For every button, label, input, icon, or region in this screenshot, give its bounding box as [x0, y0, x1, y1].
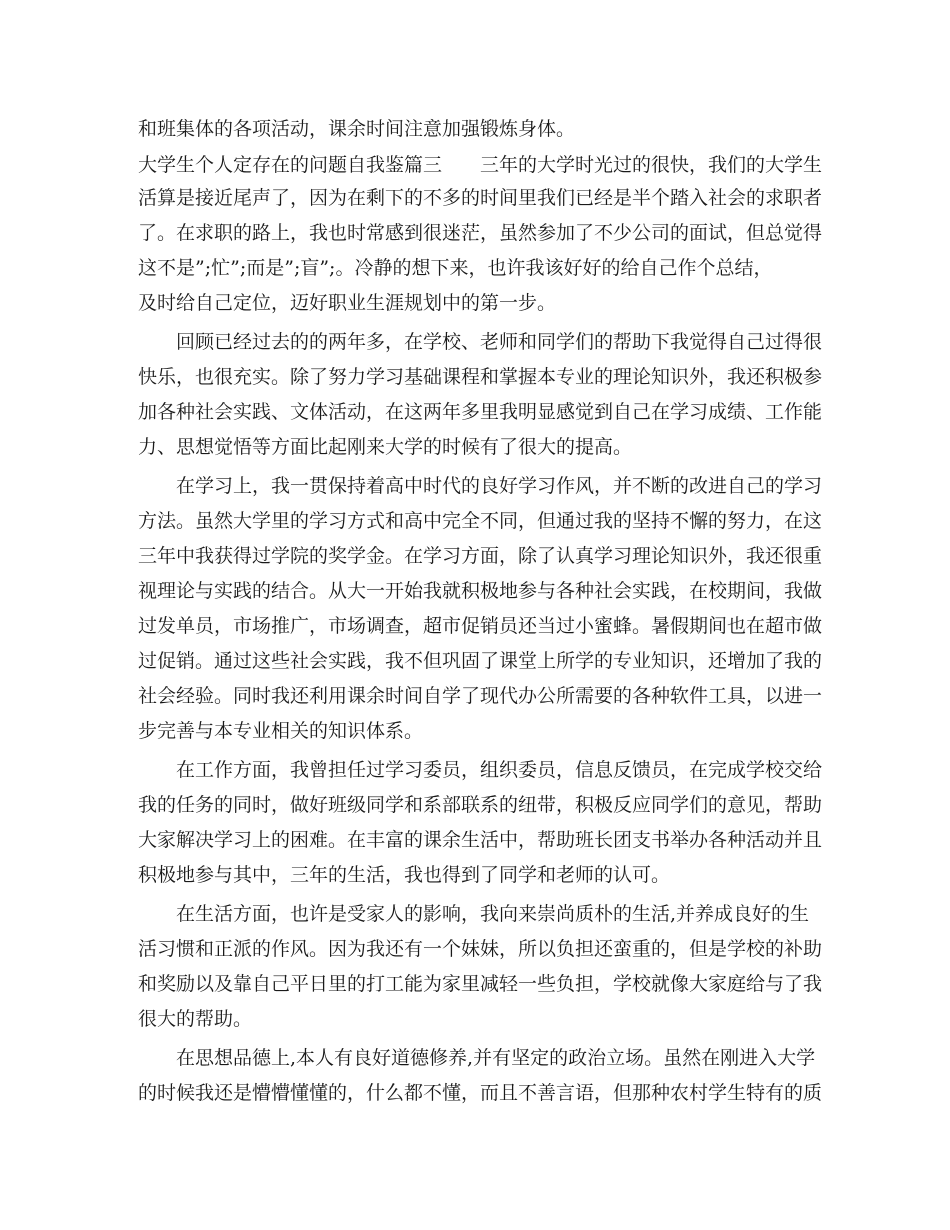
text-line: 的时候我还是懵懵懂懂的，什么都不懂，而且不善言语，但那种农村学生特有的质: [138, 1082, 823, 1104]
text-line: 视理论与实践的结合。从大一开始我就积极地参与各种社会实践，在校期间，我做: [138, 580, 823, 602]
text-line: 在生活方面，也许是受家人的影响，我向来崇尚质朴的生活,并养成良好的生: [176, 903, 810, 925]
text-line: 很大的帮助。: [138, 1008, 253, 1030]
text-line: 大家解决学习上的困难。在丰富的课余生活中，帮助班长团支书举办各种活动并且: [138, 829, 823, 851]
text-line: 我的任务的同时，做好班级同学和系部联系的纽带，积极反应同学们的意见，帮助: [138, 794, 823, 816]
text-line: 方法。虽然大学里的学习方式和高中完全不同，但通过我的坚持不懈的努力，在这: [138, 510, 823, 532]
text-line: 步完善与本专业相关的知识体系。: [138, 720, 424, 742]
text-line: 加各种社会实践、文体活动，在这两年多里我明显感觉到自己在学习成绩、工作能: [138, 401, 823, 423]
text-line: 在工作方面，我曾担任过学习委员，组织委员，信息反馈员，在完成学校交给: [176, 759, 823, 781]
text-line: 活算是接近尾声了，因为在剩下的不多的时间里我们已经是半个踏入社会的求职者: [138, 187, 823, 209]
text-line: 三年中我获得过学院的奖学金。在学习方面，除了认真学习理论知识外，我还很重: [138, 545, 823, 567]
text-line: 力、思想觉悟等方面比起刚来大学的时候有了很大的提高。: [138, 436, 633, 458]
text-line: 及时给自己定位，迈好职业生涯规划中的第一步。: [138, 292, 557, 314]
text-line: 这不是”;忙”;而是”;盲”;。冷静的想下来，也许我该好好的给自己作个总结，: [138, 257, 773, 279]
text-line: 积极地参与其中，三年的生活，我也得到了同学和老师的认可。: [138, 864, 671, 886]
text-line: 和班集体的各项活动，课余时间注意加强锻炼身体。: [138, 118, 576, 140]
text-line: 在思想品德上,本人有良好道德修养,并有坚定的政治立场。虽然在刚进入大学: [176, 1047, 816, 1069]
text-line: 和奖励以及靠自己平日里的打工能为家里减轻一些负担，学校就像大家庭给与了我: [138, 973, 823, 995]
text-line: 快乐，也很充实。除了努力学习基础课程和掌握本专业的理论知识外，我还积极参: [138, 366, 823, 388]
text-line: 在学习上，我一贯保持着高中时代的良好学习作风，并不断的改进自己的学习: [176, 475, 823, 497]
text-line: 过发单员，市场推广，市场调查，超市促销员还当过小蜜蜂。暑假期间也在超市做: [138, 615, 823, 637]
text-line: 大学生个人定存在的问题自我鉴篇三 三年的大学时光过的很快，我们的大学生: [138, 154, 823, 176]
text-line: 了。在求职的路上，我也时常感到很迷茫，虽然参加了不少公司的面试，但总觉得: [138, 222, 823, 244]
text-line: 过促销。通过这些社会实践，我不但巩固了课堂上所学的专业知识，还增加了我的: [138, 650, 823, 672]
text-line: 社会经验。同时我还利用课余时间自学了现代办公所需要的各种软件工具，以进一: [138, 685, 823, 707]
text-line: 活习惯和正派的作风。因为我还有一个妹妹，所以负担还蛮重的，但是学校的补助: [138, 938, 823, 960]
text-line: 回顾已经过去的的两年多，在学校、老师和同学们的帮助下我觉得自己过得很: [176, 331, 823, 353]
